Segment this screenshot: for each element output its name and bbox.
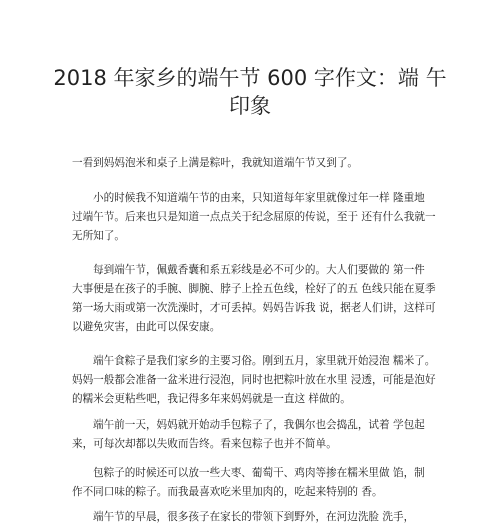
paragraph-5-line-1: 端午前一天，妈妈就开始动手包粽子了，我偶尔也会捣乱，试着 学包起 xyxy=(93,419,425,431)
paragraph-7-line-1: 端午节的早晨，很多孩子在家长的带领下到野外，在河边洗脸 洗手， xyxy=(93,511,415,523)
paragraph-4-line-2: 妈妈一般都会准备一盆米进行浸泡，同时也把粽叶放在水里 浸透，可能是泡好 xyxy=(72,374,436,386)
paragraph-2-line-3: 无所知了。 xyxy=(72,230,125,242)
paragraph-6-line-2: 作不同口味的粽子。而我最喜欢吃米里加肉的，吃起来特别的 香。 xyxy=(72,486,383,498)
document-title-line-1: 2018 年家乡的端午节 600 字作文：端 午 xyxy=(53,66,447,90)
paragraph-4-line-1: 端午食粽子是我们家乡的主要习俗。刚到五月，家里就开始浸泡 糯米了。 xyxy=(93,355,436,367)
document-title-line-2: 印象 xyxy=(229,94,271,118)
paragraph-6-line-1: 包粽子的时候还可以放一些大枣、葡萄干、鸡肉等掺在糯米里做 馅，制 xyxy=(93,467,425,479)
paragraph-3-line-3: 第一场大雨或第一次洗澡时，才可丢掉。妈妈告诉我 说，据老人们讲，这样可 xyxy=(72,302,436,314)
paragraph-3-line-2: 大事便是在孩子的手腕、脚腕、脖子上拴五色线，栓好了的五 色线只能在夏季 xyxy=(72,283,436,295)
paragraph-3-line-1: 每到端午节，佩戴香囊和系五彩线是必不可少的。大人们要做的 第一件 xyxy=(93,264,425,276)
paragraph-4-line-3: 的糯米会更粘些吧，我记得多年来妈妈就是一直这 样做的。 xyxy=(72,393,351,405)
paragraph-5-line-2: 来，可每次却都以失败而告终。看来包粽子也并不简单。 xyxy=(72,438,337,450)
paragraph-2-line-2: 过端午节。后来也只是知道一点点关于纪念屈原的传说，至于 还有什么我就一 xyxy=(72,211,436,223)
paragraph-2-line-1: 小的时候我不知道端午节的由来，只知道每年家里就像过年一样 隆重地 xyxy=(93,192,425,204)
paragraph-3-line-4: 以避免灾害，由此可以保安康。 xyxy=(72,321,221,333)
paragraph-1-line-1: 一看到妈妈泡米和桌子上满是粽叶，我就知道端午节又到了。 xyxy=(72,157,359,169)
